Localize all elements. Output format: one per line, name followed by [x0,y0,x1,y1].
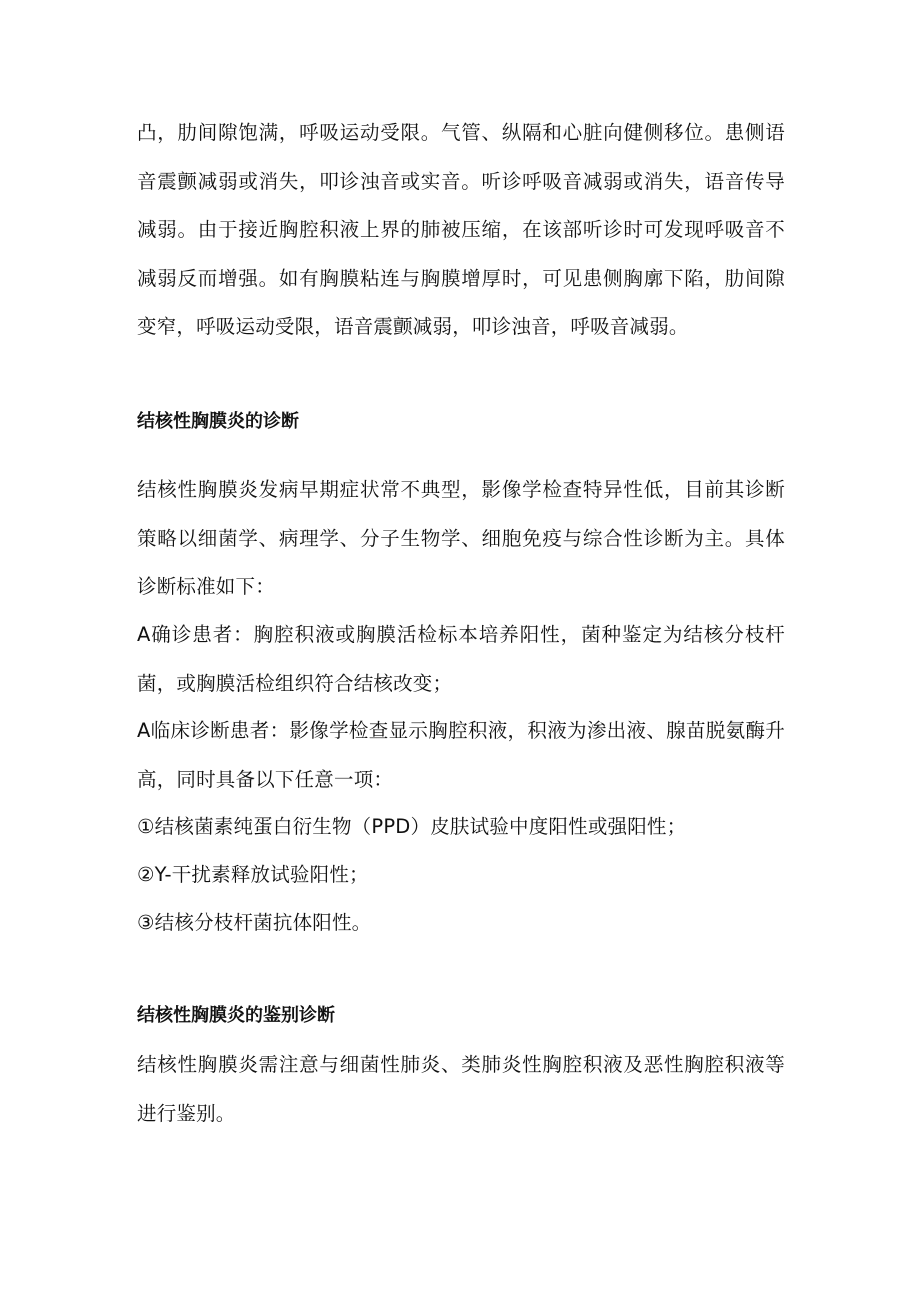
paragraph-differential: 结核性胸膜炎需注意与细菌性肺炎、类肺炎性胸腔积液及恶性胸腔积液等进行鉴别。 [137,1053,785,1125]
paragraph-physical-signs: 凸，肋间隙饱满，呼吸运动受限。气管、纵隔和心脏向健侧移位。患侧语音震颤减弱或消失，叩诊浊音或实音。听诊呼吸音减弱或消失，语音传导减弱。由于接近胸腔积液上界的肺被压缩，在该部听诊时可发现呼吸音不减弱反而增强。如有胸膜粘连与胸膜增厚时，可见患侧胸廓下陷，肋间隙变窄，呼吸运动受限，语音震颤减弱，叩诊浊音，呼吸音减弱。 [137,121,785,338]
paragraph-clinical-patients: A临床诊断患者：影像学检查显示胸腔积液，积液为渗出液、腺苗脱氨酶升高，同时具备以下任意一项： [137,719,785,791]
paragraph-diagnosis-intro: 结核性胸膜炎发病早期症状常不典型，影像学检查特异性低，目前其诊断策略以细菌学、病理学、分子生物学、细胞免疫与综合性诊断为主。具体诊断标准如下： [137,478,785,598]
list-item-antibody: ③结核分枝杆菌抗体阳性。 [137,911,372,934]
heading-diagnosis: 结核性胸膜炎的诊断 [137,411,299,432]
list-item-interferon: ②Y-干扰素释放试验阳性； [137,863,369,886]
list-item-ppd: ①结核菌素纯蛋白衍生物（PPD）皮肤试验中度阳性或强阳性； [137,815,687,838]
paragraph-confirmed-patients: A确诊患者：胸腔积液或胸膜活检标本培养阳性，菌种鉴定为结核分枝杆菌，或胸膜活检组织符合结核改变； [137,623,785,695]
heading-differential-diagnosis: 结核性胸膜炎的鉴别诊断 [137,1005,335,1026]
